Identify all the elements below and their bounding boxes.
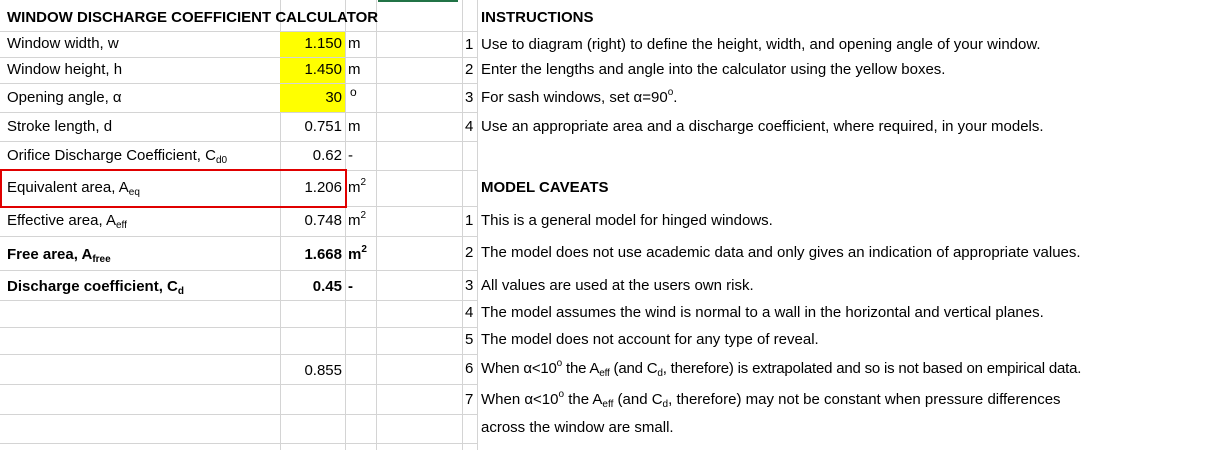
- gridline: [345, 0, 346, 450]
- caveat-text: The model does not account for any type of reveal.: [481, 331, 819, 348]
- free-area-unit: $m^2$: [348, 244, 367, 263]
- gridline: [0, 300, 477, 301]
- window-height-label: Window height, h: [7, 61, 123, 78]
- caveat-text: When $\alpha<10^o$ the $A_{eff}$ (and $C_d$, therefore) is extrapolated and so is not based on empirical data.: [481, 358, 1082, 379]
- opening-angle-label: Opening angle, α: [7, 89, 122, 106]
- window-width-input[interactable]: 1.150: [304, 35, 342, 52]
- window-height-unit: m: [348, 61, 361, 78]
- caveat-number: 5: [465, 331, 474, 348]
- instructions-title: INSTRUCTIONS: [481, 9, 594, 26]
- gridline: [477, 0, 478, 450]
- free-area-value[interactable]: 1.668: [304, 246, 342, 263]
- caveat-text-continued: across the window are small.: [481, 419, 674, 436]
- opening-angle-input[interactable]: 30: [325, 89, 342, 106]
- window-height-input[interactable]: 1.450: [304, 61, 342, 78]
- gridline: [376, 0, 377, 450]
- caveat-text: The model assumes the wind is normal to a wall in the horizontal and vertical planes.: [481, 304, 1044, 321]
- gridline: [0, 414, 477, 415]
- stroke-length-label: Stroke length, d: [7, 118, 113, 135]
- caveat-text: The model does not use academic data and only gives an indication of appropriate values.: [481, 244, 1081, 261]
- gridline: [0, 270, 477, 271]
- orifice-coefficient-unit: -: [348, 147, 353, 164]
- caveat-number: 1: [465, 212, 474, 229]
- gridline: [0, 443, 477, 444]
- instruction-number: 1: [465, 36, 474, 53]
- extra-value-cell[interactable]: 0.855: [304, 362, 342, 379]
- caveat-text: When $\alpha<10^o$ the $A_{eff}$ (and $C_d$, therefore) may not be constant when pressure differences: [481, 389, 1061, 410]
- gridline: [0, 354, 477, 355]
- equivalent-area-label: Equivalent area, $A_{eq}$: [7, 179, 140, 198]
- orifice-coefficient-label: Orifice Discharge Coefficient, $C_{d0}$: [7, 147, 228, 166]
- calculator-title: WINDOW DISCHARGE COEFFICIENT CALCULATOR: [7, 9, 379, 26]
- gridline: [0, 236, 477, 237]
- instruction-text: Use to diagram (right) to define the height, width, and opening angle of your window.: [481, 36, 1041, 53]
- instruction-text: Use an appropriate area and a discharge coefficient, where required, in your models.: [481, 118, 1044, 135]
- gridline: [0, 57, 477, 58]
- instruction-number: 4: [465, 118, 474, 135]
- equivalent-area-unit: $m^2$: [348, 177, 367, 196]
- effective-area-unit: $m^2$: [348, 210, 367, 229]
- instruction-text: For sash windows, set $\alpha=90^o$.: [481, 87, 678, 106]
- gridline: [0, 327, 477, 328]
- gridline: [0, 83, 477, 84]
- highlight-box: [0, 169, 347, 208]
- window-width-label: Window width, w: [7, 35, 119, 52]
- discharge-coefficient-value[interactable]: 0.45: [312, 278, 342, 295]
- effective-area-label: Effective area, $A_{eff}$: [7, 212, 127, 231]
- caveat-number: 2: [465, 244, 474, 261]
- caveat-text: This is a general model for hinged windows.: [481, 212, 773, 229]
- gridline: [462, 0, 463, 450]
- caveats-title: MODEL CAVEATS: [481, 179, 609, 196]
- discharge-coefficient-label: Discharge coefficient, $C_d$: [7, 278, 184, 297]
- gridline: [0, 141, 477, 142]
- caveat-number: 6: [465, 360, 474, 377]
- free-area-label: Free area, $A_{free}$: [7, 246, 111, 265]
- stroke-length-unit: m: [348, 118, 361, 135]
- effective-area-value[interactable]: 0.748: [304, 212, 342, 229]
- gridline: [0, 384, 477, 385]
- active-cell-indicator: [378, 0, 458, 2]
- gridline: [0, 31, 477, 32]
- stroke-length-value[interactable]: 0.751: [304, 118, 342, 135]
- gridline: [0, 112, 477, 113]
- caveat-number: 7: [465, 391, 474, 408]
- orifice-coefficient-value[interactable]: 0.62: [312, 147, 342, 164]
- discharge-coefficient-unit: -: [348, 278, 353, 295]
- instruction-number: 2: [465, 61, 474, 78]
- caveat-number: 4: [465, 304, 474, 321]
- instruction-text: Enter the lengths and angle into the calculator using the yellow boxes.: [481, 61, 946, 78]
- caveat-number: 3: [465, 277, 474, 294]
- equivalent-area-value[interactable]: 1.206: [304, 179, 342, 196]
- window-width-unit: m: [348, 35, 361, 52]
- degree-unit: o: [350, 85, 357, 99]
- instruction-number: 3: [465, 89, 474, 106]
- caveat-text: All values are used at the users own risk.: [481, 277, 754, 294]
